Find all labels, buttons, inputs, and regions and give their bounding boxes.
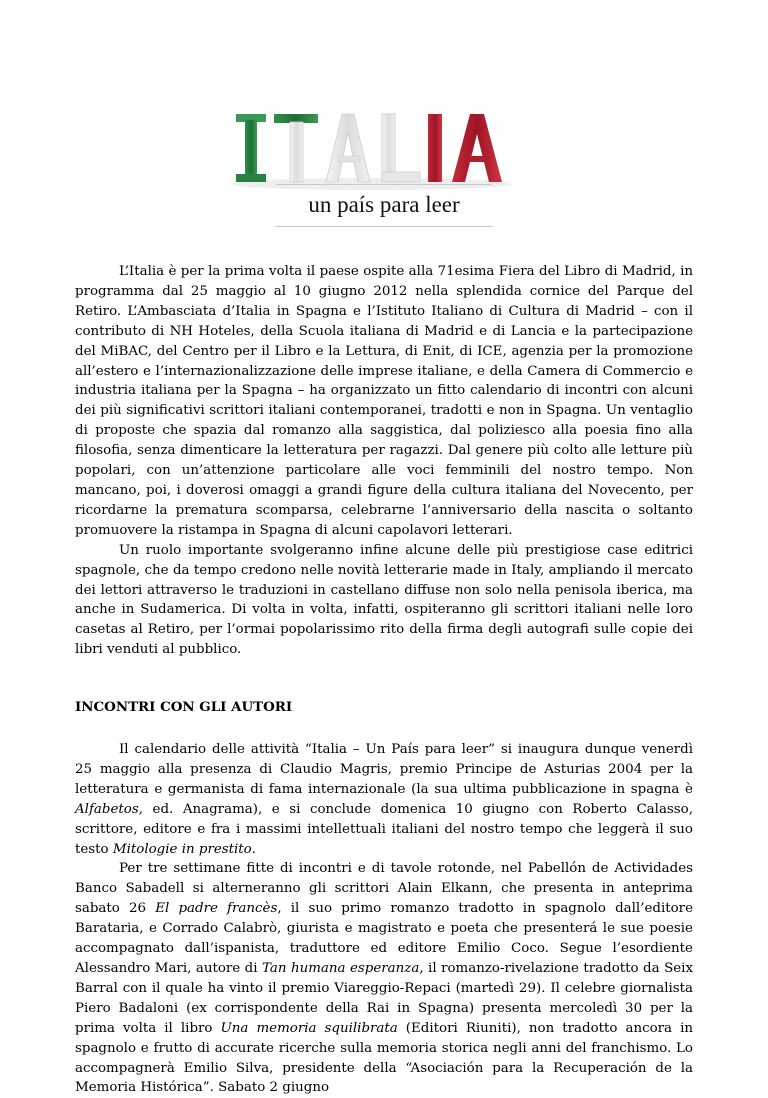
book-title-una-memoria: Una memoria squilibrata — [220, 1020, 398, 1036]
letter-l-white-book — [382, 114, 420, 182]
section-title: INCONTRI CON GLI AUTORI — [75, 699, 293, 716]
document-body — [75, 262, 693, 1098]
letter-t-book — [274, 114, 318, 182]
book-title-tan-humana: Tan humana esperanza — [262, 961, 420, 976]
letter-i-green-book — [236, 114, 266, 182]
slogan: un país para leer — [308, 192, 460, 217]
book-title-mitologie: Mitologie in prestito — [112, 841, 252, 857]
slogan-rule-bottom — [276, 226, 492, 227]
book-title-alfabetos: Alfabetos — [75, 801, 139, 817]
slogan-rule-top — [276, 184, 492, 185]
letter-i-red-book — [428, 114, 442, 182]
book-title-el-padre: El padre francès — [155, 901, 278, 917]
letter-a-white-book — [326, 114, 370, 182]
section-paragraph-1: Il calendario delle attività “Italia – Un País para leer” si inaugura dunque venerdì 25 maggio alla presenza di Claudio Magris, premio Principe de Asturias 2004 per la letteratura e germanista di fama internazionale (la sua ultima pubblicazione in spagna è Alfabetos, ed. Anagrama), e si conclude domenica 10 giugno con Roberto Calasso, scrittore, editore e fra i massimi intellettuali italiani del nostro tempo che leggerà il suo testo Mitologie in prestito. — [75, 742, 693, 857]
intro-paragraph-2: Un ruolo importante svolgeranno infine alcune delle più prestigiose case editrici spagnole, che da tempo credono nelle novità letterarie made in Italy, ampliando il mercato dei lettori attraverso le traduzioni in castellano diffuse non solo nella penisola iberica, ma anche in Sudamerica. Di volta in volta, infatti, ospiteranno gli scrittori italiani nelle loro casetas al Retiro, per l’ormai popolarissimo rito della firma degli autografi sulle copie dei libri venduti al pubblico. — [75, 542, 693, 658]
section-paragraph-2: Per tre settimane fitte di incontri e di tavole rotonde, nel Pabellón de Actividades Banco Sabadell si alterneranno gli scrittori Alain Elkann, che presenta in anteprima sabato 26 El padre francès, il suo primo romanzo tradotto in spagnolo dall’editore Barataria, e Corrado Calabrò, giurista e magistrato e poeta che presenterá le sue poesie accompagnato dall’ispanista, traduttore ed editore Emilio Coco. Segue l’esordiente Alessandro Mari, autore di Tan humana esperanza, il romanzo-rivelazione tradotto da Seix Barral con il quale ha vinto il premio Viareggio-Repaci (martedì 29). Il celebre giornalista Piero Badaloni (ex corrispondente della Rai in Spagna) presenta mercoledì 30 per la prima volta il libro Una memoria squilibrata (Editori Riuniti), non tradotto ancora in spagnolo e frutto di accurate ricerche sulla memoria storica negli anni del franchismo. Lo accompagnerà Emilio Silva, presidente della “Asociación para la Recuperación de la Memoria Histórica”. Sabato 2 giugno — [75, 861, 693, 1096]
intro-paragraph-1: L’Italia è per la prima volta il paese ospite alla 71esima Fiera del Libro di Madrid, in programma dal 25 maggio al 10 giugno 2012 nella splendida cornice del Parque del Retiro. L’Ambasciata d’Italia in Spagna e l’Istituto Italiano di Cultura di Madrid – con il contributo di NH Hoteles, della Scuola italiana di Madrid e di Lancia e la partecipazione del MiBAC, del Centro per il Libro e la Lettura, di Enit, di ICE, agenzia per la promozione all’estero e l’internazionalizzazione delle imprese italiane, e della Camera di Commercio e industria italiana per la Spagna – ha organizzato un fitto calendario di incontri con alcuni dei più significativi scrittori italiani contemporanei, tradotti e non in Spagna. Un ventaglio di proposte che spazia dal romanzo alla saggistica, dal poliziesco alla poesia fino alla filosofia, senza dimenticare la letteratura per ragazzi. Dal genere più colto alle letture più popolari, con un’attenzione particolare alle voci femminili del nostro tempo. Non mancano, poi, i doverosi omaggi a grandi figure della cultura italiana del Novecento, per ricordarne la prematura scomparsa, celebrarne l’anniversario della nascita o soltanto promuovere la ristampa in Spagna di alcuni capolavori letterari. — [75, 264, 693, 538]
letter-a-red-book — [452, 114, 502, 182]
